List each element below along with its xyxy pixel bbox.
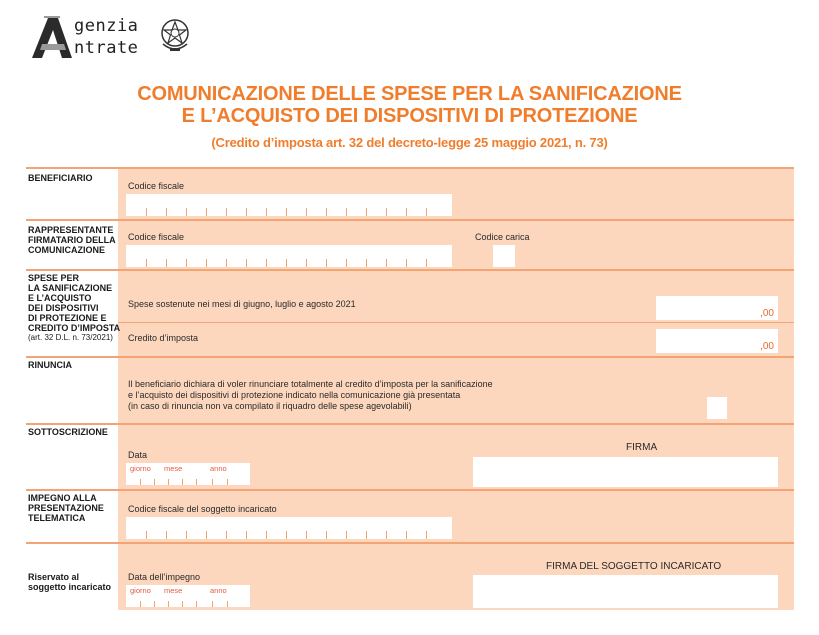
decimal-suffix: ,00 [760, 341, 774, 352]
rinuncia-checkbox[interactable] [707, 397, 727, 419]
credito-imposta-label: Credito d’imposta [128, 333, 199, 343]
rappresentante-codice-fiscale-field[interactable] [126, 245, 452, 267]
data-impegno-label: Data dell’impegno [128, 572, 201, 582]
firma-label: FIRMA [626, 442, 658, 453]
rinuncia-text-1: Il beneficiario dichiara di voler rinunciare totalmente al credito d’imposta per la sanificazione [128, 379, 493, 389]
credito-imposta-field[interactable] [656, 329, 778, 353]
firma-incaricato-label: FIRMA DEL SOGGETTO INCARICATO [546, 561, 722, 572]
firma-field[interactable] [473, 457, 778, 487]
label-rappresentante: RAPPRESENTANTE FIRMATARIO DELLA COMUNICAZIONE [28, 225, 116, 255]
form-title-line-2: E L’ACQUISTO DEI DISPOSITIVI DI PROTEZIONE [181, 105, 638, 127]
sottoscrizione-date-field[interactable]: giorno mese anno [126, 463, 250, 485]
logo-line-1: genzia [74, 16, 139, 36]
label-sottoscrizione: SOTTOSCRIZIONE [28, 427, 108, 437]
incaricato-codice-fiscale-field[interactable] [126, 517, 452, 539]
impegno-cf-label: Codice fiscale del soggetto incaricato [128, 504, 277, 514]
rinuncia-text-2: e l’acquisto dei dispositivi di protezione indicato nella comunicazione già presentata [128, 390, 461, 400]
label-rinuncia: RINUNCIA [28, 360, 72, 370]
italian-emblem-icon [158, 14, 192, 54]
form-body [26, 167, 794, 610]
rappresentante-cf-label: Codice fiscale [128, 232, 185, 242]
spese-sostenute-field[interactable] [656, 296, 778, 320]
logo-line-2: ntrate [74, 38, 139, 58]
codice-carica-label: Codice carica [475, 232, 530, 242]
beneficiario-codice-fiscale-field[interactable] [126, 194, 452, 216]
form-subtitle: (Credito d’imposta art. 32 del decreto-legge 25 maggio 2021, n. 73) [211, 135, 608, 150]
logo-a-icon [28, 14, 76, 62]
beneficiario-cf-label: Codice fiscale [128, 181, 185, 191]
decimal-suffix: ,00 [760, 308, 774, 319]
firma-incaricato-field[interactable] [473, 575, 778, 608]
label-riservato: Riservato al soggetto incaricato [28, 572, 112, 592]
spese-sostenute-label: Spese sostenute nei mesi di giugno, luglio e agosto 2021 [128, 299, 356, 309]
rinuncia-text-3: (in caso di rinuncia non va compilato il riquadro delle spese agevolabili) [128, 401, 412, 411]
label-impegno: IMPEGNO ALLA PRESENTAZIONE TELEMATICA [28, 493, 104, 523]
form-title-line-1: COMUNICAZIONE DELLE SPESE PER LA SANIFICAZIONE [137, 83, 682, 105]
impegno-date-field[interactable]: giorno mese anno [126, 585, 250, 607]
label-spese: SPESE PER LA SANIFICAZIONE E L’ACQUISTO DEI DISPOSITIVI DI PROTEZIONE E CREDITO D’IMPOSTA (art. 32 D.L. n. 73/2021) [28, 273, 121, 342]
label-beneficiario: BENEFICIARIO [28, 173, 93, 183]
data-label: Data [128, 450, 148, 460]
codice-carica-field[interactable] [493, 245, 515, 267]
